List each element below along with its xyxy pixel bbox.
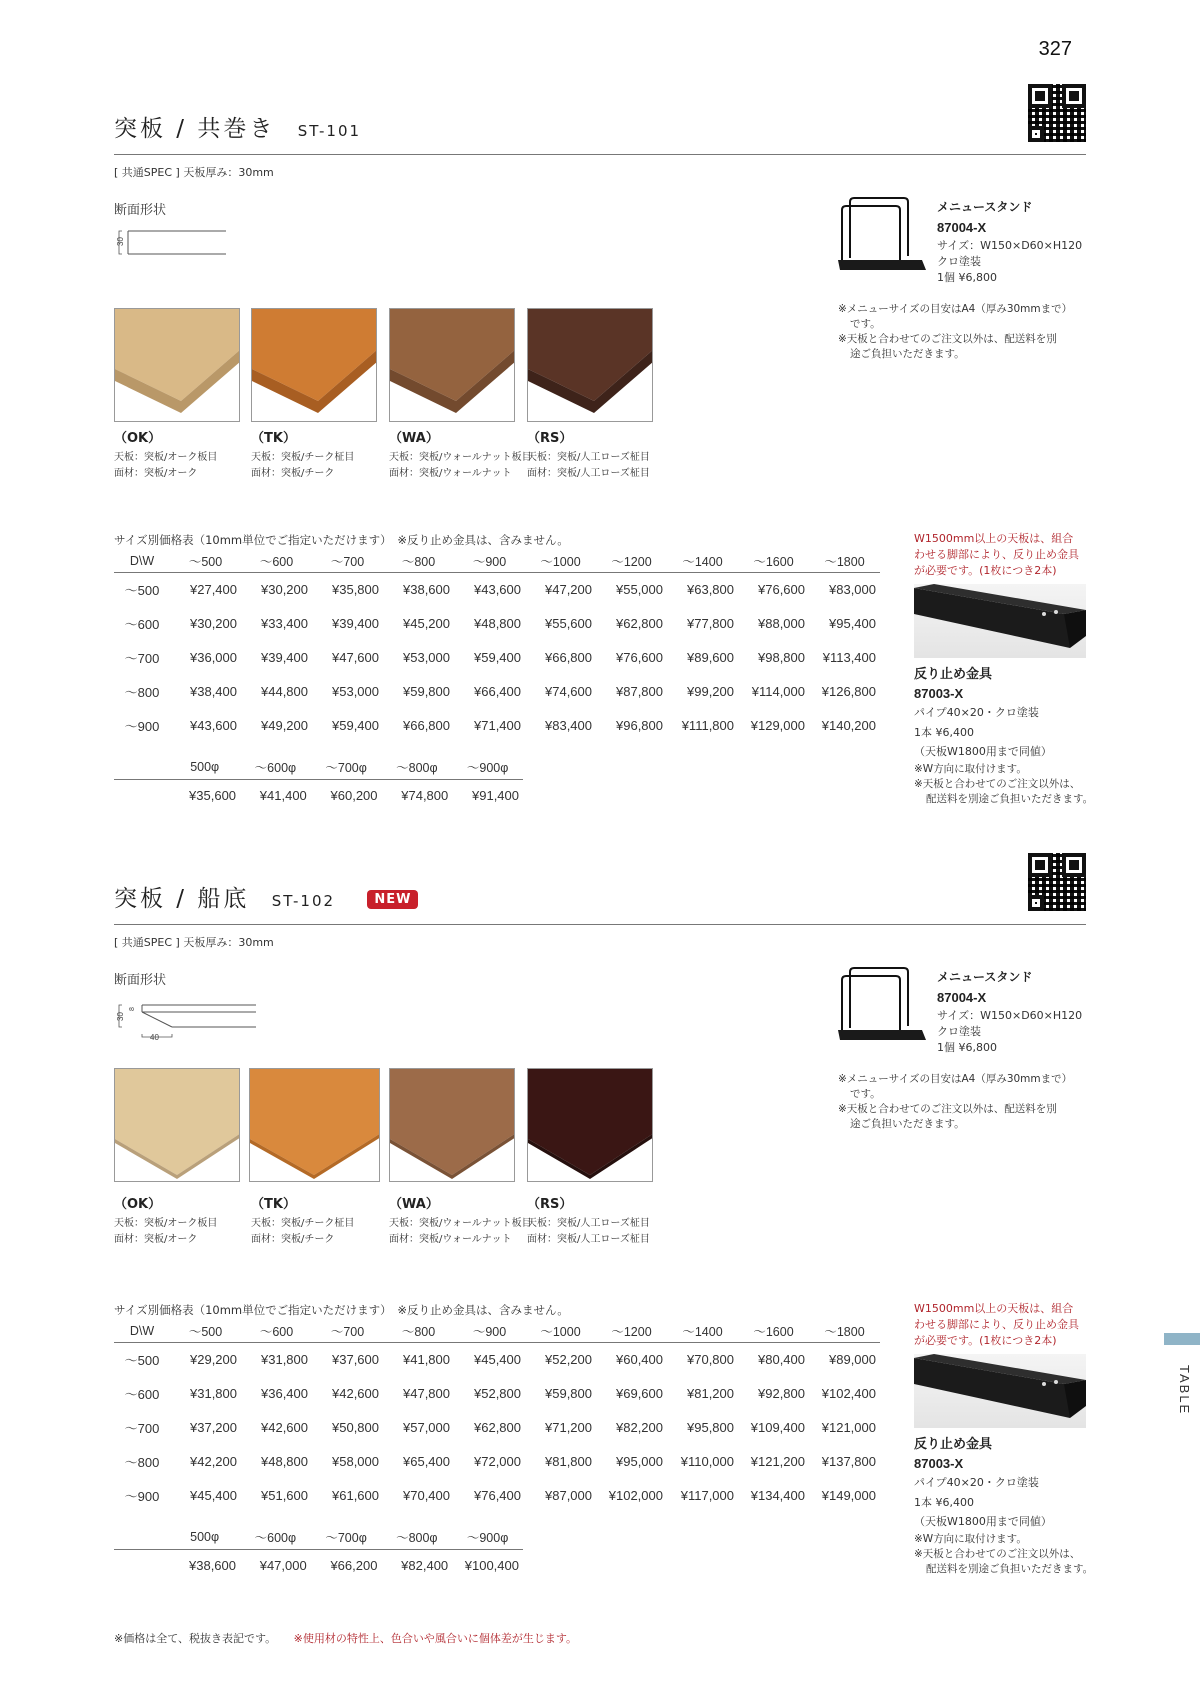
note: 配送料を別途ご負担いただきます。 xyxy=(926,793,1094,805)
price-cell: ¥77,800 xyxy=(687,615,734,631)
qr-code-icon[interactable] xyxy=(1028,84,1086,142)
swatch-caption xyxy=(389,427,532,482)
note: です。 xyxy=(850,1088,881,1100)
price-cell: ¥137,800 xyxy=(821,1453,876,1469)
bracket-price-note: （天板W1800用まで同値） xyxy=(914,745,1052,758)
price-cell: ¥81,200 xyxy=(687,1385,734,1401)
price-cell: ¥53,000 xyxy=(403,649,450,665)
price-cell: ¥55,600 xyxy=(545,615,592,631)
swatch-walnut[interactable] xyxy=(389,1068,515,1182)
price-cell: ¥48,800 xyxy=(261,1453,308,1469)
swatch-teak[interactable] xyxy=(249,1068,380,1182)
price-cell: ¥59,400 xyxy=(474,649,521,665)
swatch-face-material: 面材：突板/人工ローズ柾目 xyxy=(527,468,650,479)
price-cell: ¥95,400 xyxy=(829,615,876,631)
column-header: ～900φ xyxy=(452,755,523,779)
price-cell: ¥100,400 xyxy=(464,1557,519,1573)
column-header: ～500 xyxy=(170,550,241,572)
column-header: ～700 xyxy=(312,550,383,572)
qr-code-icon[interactable] xyxy=(1028,853,1086,911)
row-header: ～900 xyxy=(124,1488,160,1504)
svg-text:30: 30 xyxy=(116,237,125,246)
table-row xyxy=(114,1410,880,1444)
round-price-table xyxy=(114,1525,523,1581)
table-row xyxy=(114,674,880,708)
price-cell: ¥149,000 xyxy=(821,1487,876,1503)
price-cell: ¥99,200 xyxy=(687,683,734,699)
red-note-line: わせる脚部により、反り止め金具 xyxy=(914,1318,1079,1331)
price-cell: ¥102,400 xyxy=(821,1385,876,1401)
price-cell: ¥96,800 xyxy=(616,717,663,733)
row-header: ～800 xyxy=(124,1454,160,1470)
price-cell: ¥30,200 xyxy=(261,581,308,597)
menu-stand-finish: クロ塗装 xyxy=(937,1025,981,1038)
price-cell: ¥114,000 xyxy=(751,683,805,699)
price-cell: ¥52,200 xyxy=(545,1351,592,1367)
menu-stand-code: 87004-X xyxy=(937,220,987,235)
row-header: ～500 xyxy=(124,582,160,598)
product-code: ST-101 xyxy=(297,122,362,140)
price-cell: ¥126,800 xyxy=(821,683,876,699)
price-cell: ¥82,200 xyxy=(616,1419,663,1435)
price-cell: ¥70,400 xyxy=(403,1487,450,1503)
price-cell: ¥37,600 xyxy=(332,1351,379,1367)
column-header: ～1800 xyxy=(809,1320,880,1342)
price-cell: ¥62,800 xyxy=(474,1419,521,1435)
swatch-walnut[interactable] xyxy=(389,308,515,422)
cross-section-label: 断面形状 xyxy=(114,973,167,988)
price-table xyxy=(114,550,880,742)
price-cell: ¥42,600 xyxy=(332,1385,379,1401)
price-cell: ¥37,200 xyxy=(190,1419,237,1435)
price-cell: ¥41,800 xyxy=(403,1351,450,1367)
row-header: ～700 xyxy=(124,650,160,666)
product-code: ST-102 xyxy=(271,892,336,910)
price-cell: ¥49,200 xyxy=(261,717,308,733)
price-cell: ¥87,000 xyxy=(545,1487,592,1503)
swatch-rosewood[interactable] xyxy=(527,308,653,422)
price-cell: ¥66,800 xyxy=(403,717,450,733)
menu-stand-image xyxy=(836,196,928,276)
divider xyxy=(114,924,1086,925)
note: ※メニューサイズの目安はA4（厚み30mmまで） xyxy=(838,303,1073,315)
footer-notes xyxy=(114,1630,577,1646)
section-1-title-row xyxy=(114,110,361,143)
note: 配送料を別途ご負担いただきます。 xyxy=(926,1563,1094,1575)
divider xyxy=(114,154,1086,155)
swatch-rosewood[interactable] xyxy=(527,1068,653,1182)
bracket-requirement-note xyxy=(914,531,1079,579)
swatch-top-material: 天板：突板/オーク板目 xyxy=(114,1218,218,1229)
swatch-top-material: 天板：突板/人工ローズ柾目 xyxy=(527,452,650,463)
empty-cell xyxy=(114,1549,169,1581)
swatch-face-material: 面材：突板/人工ローズ柾目 xyxy=(527,1234,650,1245)
note: ※天板と合わせてのご注文以外は、配送料を別 xyxy=(838,333,1057,345)
menu-stand-code: 87004-X xyxy=(937,990,987,1005)
price-cell: ¥39,400 xyxy=(332,615,379,631)
price-cell: ¥41,400 xyxy=(259,787,307,803)
note: 途ご負担いただきます。 xyxy=(850,348,965,360)
bracket-info xyxy=(914,663,1093,807)
price-cell: ¥121,200 xyxy=(750,1453,805,1469)
swatch-code: （WA） xyxy=(389,431,439,446)
note: ※W方向に取付けます。 xyxy=(914,763,1027,775)
price-cell: ¥36,400 xyxy=(261,1385,308,1401)
menu-stand-price: 1個 ¥6,800 xyxy=(937,271,997,284)
price-table-caption: サイズ別価格表（10mm単位でご指定いただけます） ※反り止め金具は、含みません。 xyxy=(114,533,569,547)
price-cell: ¥72,000 xyxy=(474,1453,521,1469)
price-cell: ¥27,400 xyxy=(190,581,237,597)
bracket-code: 87003-X xyxy=(914,686,964,701)
column-header: ～1200 xyxy=(596,1320,667,1342)
price-cell: ¥51,600 xyxy=(261,1487,308,1503)
column-header: ～800φ xyxy=(382,755,453,779)
material-variance-note: ※使用材の特性上、色合いや風合いに個体差が生じます。 xyxy=(293,1632,577,1645)
price-cell: ¥30,200 xyxy=(190,615,237,631)
column-header: ～1400 xyxy=(667,1320,738,1342)
price-cell: ¥87,800 xyxy=(616,683,663,699)
price-cell: ¥98,800 xyxy=(758,649,805,665)
price-cell: ¥35,600 xyxy=(189,787,237,803)
swatch-caption xyxy=(389,1193,532,1248)
price-table xyxy=(114,1320,880,1512)
price-cell: ¥55,000 xyxy=(616,581,663,597)
section-title: 突板 / 共巻き xyxy=(114,116,276,142)
price-cell: ¥43,600 xyxy=(474,581,521,597)
corner-header: D\W xyxy=(114,1320,170,1342)
column-header: ～500 xyxy=(170,1320,241,1342)
price-cell: ¥65,400 xyxy=(403,1453,450,1469)
swatch-caption xyxy=(251,1193,354,1248)
price-cell: ¥70,800 xyxy=(687,1351,734,1367)
column-header: ～1200 xyxy=(596,550,667,572)
price-cell: ¥44,800 xyxy=(261,683,308,699)
price-cell: ¥33,400 xyxy=(261,615,308,631)
table-row xyxy=(114,1444,880,1478)
empty-header xyxy=(114,1525,169,1549)
price-cell: ¥63,800 xyxy=(687,581,734,597)
row-header: ～500 xyxy=(124,1352,160,1368)
menu-stand-notes xyxy=(838,302,1100,362)
swatch-oak[interactable] xyxy=(114,308,240,422)
price-cell: ¥83,000 xyxy=(829,581,876,597)
swatch-caption xyxy=(114,1193,217,1248)
column-header: ～600 xyxy=(241,550,312,572)
price-cell: ¥113,400 xyxy=(822,649,876,665)
red-note-line: が必要です。(1枚につき2本) xyxy=(914,1334,1057,1347)
column-header: ～700φ xyxy=(311,1525,382,1549)
price-cell: ¥76,600 xyxy=(758,581,805,597)
bracket-requirement-note xyxy=(914,1301,1079,1349)
bracket-image xyxy=(914,584,1086,658)
menu-stand-size: サイズ：W150×D60×H120 xyxy=(937,1009,1083,1022)
table-header-row xyxy=(114,755,523,779)
swatch-top-material: 天板：突板/オーク板目 xyxy=(114,452,218,463)
swatch-caption xyxy=(527,427,650,482)
price-cell: ¥121,000 xyxy=(821,1419,876,1435)
column-header: ～700φ xyxy=(311,755,382,779)
price-cell: ¥74,600 xyxy=(545,683,592,699)
menu-stand-price: 1個 ¥6,800 xyxy=(937,1041,997,1054)
price-cell: ¥76,600 xyxy=(616,649,663,665)
price-cell: ¥62,800 xyxy=(616,615,663,631)
empty-header xyxy=(114,755,169,779)
price-cell: ¥110,000 xyxy=(680,1453,734,1469)
menu-stand-info xyxy=(937,968,1082,1056)
table-header-row xyxy=(114,1525,523,1549)
section-2-title-row xyxy=(114,880,418,913)
price-cell: ¥35,800 xyxy=(332,581,379,597)
swatch-code: （OK） xyxy=(114,431,162,446)
red-note-line: が必要です。(1枚につき2本) xyxy=(914,564,1057,577)
price-cell: ¥81,800 xyxy=(545,1453,592,1469)
price-cell: ¥66,400 xyxy=(474,683,521,699)
table-row xyxy=(114,606,880,640)
price-cell: ¥31,800 xyxy=(190,1385,237,1401)
new-badge: NEW xyxy=(367,890,418,909)
menu-stand-name: メニュースタンド xyxy=(937,970,1033,984)
bracket-spec: パイプ40×20・クロ塗装 xyxy=(914,1476,1039,1489)
cross-section-diagram xyxy=(114,228,234,258)
note: ※W方向に取付けます。 xyxy=(914,1533,1027,1545)
empty-cell xyxy=(114,779,169,811)
price-cell: ¥95,000 xyxy=(616,1453,663,1469)
price-cell: ¥61,600 xyxy=(332,1487,379,1503)
table-row xyxy=(114,572,880,606)
price-cell: ¥95,800 xyxy=(687,1419,734,1435)
table-row xyxy=(114,1342,880,1376)
bracket-price: 1本 ¥6,400 xyxy=(914,726,974,739)
price-cell: ¥48,800 xyxy=(474,615,521,631)
row-header: ～600 xyxy=(124,616,160,632)
swatch-caption xyxy=(527,1193,650,1248)
price-cell: ¥59,800 xyxy=(545,1385,592,1401)
swatch-code: （RS） xyxy=(527,1197,573,1212)
price-cell: ¥31,800 xyxy=(261,1351,308,1367)
column-header: ～900 xyxy=(454,1320,525,1342)
swatch-top-material: 天板：突板/人工ローズ柾目 xyxy=(527,1218,650,1229)
swatch-face-material: 面材：突板/チーク xyxy=(251,468,335,479)
row-header: ～900 xyxy=(124,718,160,734)
price-cell: ¥38,600 xyxy=(403,581,450,597)
price-cell: ¥29,200 xyxy=(190,1351,237,1367)
price-cell: ¥59,800 xyxy=(403,683,450,699)
column-header: ～800 xyxy=(383,550,454,572)
menu-stand-notes xyxy=(838,1072,1100,1132)
column-header: ～1400 xyxy=(667,550,738,572)
note: 途ご負担いただきます。 xyxy=(850,1118,965,1130)
column-header: ～600φ xyxy=(240,755,311,779)
price-cell: ¥117,000 xyxy=(680,1487,734,1503)
price-cell: ¥88,000 xyxy=(758,615,805,631)
price-cell: ¥71,200 xyxy=(545,1419,592,1435)
swatch-code: （WA） xyxy=(389,1197,439,1212)
swatch-code: （RS） xyxy=(527,431,573,446)
column-header: ～800 xyxy=(383,1320,454,1342)
price-cell: ¥58,000 xyxy=(332,1453,379,1469)
price-cell: ¥69,600 xyxy=(616,1385,663,1401)
swatch-top-material: 天板：突板/ウォールナット板目 xyxy=(389,452,532,463)
table-row xyxy=(114,640,880,674)
price-cell: ¥66,800 xyxy=(545,649,592,665)
price-table-caption: サイズ別価格表（10mm単位でご指定いただけます） ※反り止め金具は、含みません。 xyxy=(114,1303,569,1317)
section-title: 突板 / 船底 xyxy=(114,886,250,912)
table-row xyxy=(114,1376,880,1410)
price-cell: ¥45,200 xyxy=(403,615,450,631)
swatch-code: （TK） xyxy=(251,431,296,446)
swatch-top-material: 天板：突板/チーク柾目 xyxy=(251,452,355,463)
price-cell: ¥82,400 xyxy=(401,1557,449,1573)
spec-text: [ 共通SPEC ] 天板厚み：30mm xyxy=(114,166,274,179)
price-cell: ¥129,000 xyxy=(750,717,805,733)
menu-stand-finish: クロ塗装 xyxy=(937,255,981,268)
menu-stand-info xyxy=(937,198,1082,286)
tax-note: ※価格は全て、税抜き表記です。 xyxy=(114,1632,277,1645)
price-cell: ¥57,000 xyxy=(403,1419,450,1435)
svg-text:40: 40 xyxy=(150,1033,159,1042)
bracket-price-note: （天板W1800用まで同値） xyxy=(914,1515,1052,1528)
column-header: ～600 xyxy=(241,1320,312,1342)
column-header: ～700 xyxy=(312,1320,383,1342)
menu-stand-size: サイズ：W150×D60×H120 xyxy=(937,239,1083,252)
price-cell: ¥50,800 xyxy=(332,1419,379,1435)
swatch-oak[interactable] xyxy=(114,1068,240,1182)
swatch-face-material: 面材：突板/ウォールナット xyxy=(389,468,512,479)
price-cell: ¥74,800 xyxy=(401,787,449,803)
price-cell: ¥91,400 xyxy=(472,787,519,803)
red-note-line: W1500mm以上の天板は、組合 xyxy=(914,532,1074,545)
bracket-spec: パイプ40×20・クロ塗装 xyxy=(914,706,1039,719)
bracket-image xyxy=(914,1354,1086,1428)
price-cell: ¥80,400 xyxy=(758,1351,805,1367)
corner-header: D\W xyxy=(114,550,170,572)
svg-text:30: 30 xyxy=(116,1012,125,1021)
cross-section-diagram xyxy=(114,1000,264,1044)
price-cell: ¥102,000 xyxy=(608,1487,663,1503)
side-tab-label: TABLE xyxy=(1177,1365,1192,1416)
price-cell: ¥83,400 xyxy=(545,717,592,733)
note: です。 xyxy=(850,318,881,330)
table-row xyxy=(114,1549,523,1581)
swatch-face-material: 面材：突板/オーク xyxy=(114,1234,198,1245)
red-note-line: わせる脚部により、反り止め金具 xyxy=(914,548,1079,561)
price-cell: ¥39,400 xyxy=(261,649,308,665)
swatch-teak[interactable] xyxy=(251,308,377,422)
swatch-face-material: 面材：突板/オーク xyxy=(114,468,198,479)
table-row xyxy=(114,779,523,811)
price-cell: ¥38,600 xyxy=(189,1557,236,1573)
note: ※メニューサイズの目安はA4（厚み30mmまで） xyxy=(838,1073,1073,1085)
price-cell: ¥76,400 xyxy=(474,1487,521,1503)
swatch-code: （TK） xyxy=(251,1197,296,1212)
price-cell: ¥109,400 xyxy=(750,1419,805,1435)
price-cell: ¥45,400 xyxy=(190,1487,237,1503)
price-cell: ¥71,400 xyxy=(474,717,521,733)
red-note-line: W1500mm以上の天板は、組合 xyxy=(914,1302,1074,1315)
price-cell: ¥52,800 xyxy=(474,1385,521,1401)
cross-section-label: 断面形状 xyxy=(114,203,167,218)
bracket-name: 反り止め金具 xyxy=(914,1437,993,1452)
row-header: ～600 xyxy=(124,1386,160,1402)
column-header: ～1000 xyxy=(525,550,596,572)
table-header-row xyxy=(114,1320,880,1342)
price-cell: ¥38,400 xyxy=(190,683,237,699)
menu-stand-image xyxy=(836,966,928,1046)
column-header: ～1600 xyxy=(738,550,809,572)
price-cell: ¥47,000 xyxy=(259,1557,307,1573)
bracket-name: 反り止め金具 xyxy=(914,667,993,682)
price-cell: ¥43,600 xyxy=(190,717,237,733)
bracket-info xyxy=(914,1433,1093,1577)
round-price-table xyxy=(114,755,523,811)
price-cell: ¥47,600 xyxy=(332,649,379,665)
column-header: ～900 xyxy=(454,550,525,572)
price-cell: ¥89,600 xyxy=(687,649,734,665)
column-header: ～900φ xyxy=(452,1525,523,1549)
table-row xyxy=(114,708,880,742)
price-cell: ¥42,200 xyxy=(190,1453,237,1469)
table-header-row xyxy=(114,550,880,572)
note: ※天板と合わせてのご注文以外は、 xyxy=(914,1548,1081,1560)
swatch-caption xyxy=(251,427,354,482)
bracket-price: 1本 ¥6,400 xyxy=(914,1496,974,1509)
note: ※天板と合わせてのご注文以外は、配送料を別 xyxy=(838,1103,1057,1115)
swatch-face-material: 面材：突板/ウォールナット xyxy=(389,1234,512,1245)
column-header: ～1000 xyxy=(525,1320,596,1342)
column-header: ～600φ xyxy=(240,1525,311,1549)
note: ※天板と合わせてのご注文以外は、 xyxy=(914,778,1081,790)
menu-stand-name: メニュースタンド xyxy=(937,200,1033,214)
column-header: ～800φ xyxy=(381,1525,452,1549)
price-cell: ¥140,200 xyxy=(821,717,876,733)
swatch-top-material: 天板：突板/チーク柾目 xyxy=(251,1218,355,1229)
swatch-top-material: 天板：突板/ウォールナット板目 xyxy=(389,1218,532,1229)
price-cell: ¥36,000 xyxy=(190,649,237,665)
price-cell: ¥42,600 xyxy=(261,1419,308,1435)
page-number: 327 xyxy=(1038,38,1072,60)
swatch-face-material: 面材：突板/チーク xyxy=(251,1234,335,1245)
price-cell: ¥47,200 xyxy=(545,581,592,597)
price-cell: ¥89,000 xyxy=(829,1351,876,1367)
price-cell: ¥59,400 xyxy=(332,717,379,733)
column-header: ～1600 xyxy=(738,1320,809,1342)
price-cell: ¥111,800 xyxy=(681,717,734,733)
price-cell: ¥92,800 xyxy=(758,1385,805,1401)
row-header: ～700 xyxy=(124,1420,160,1436)
swatch-caption xyxy=(114,427,217,482)
price-cell: ¥53,000 xyxy=(332,683,379,699)
column-header: ～1800 xyxy=(809,550,880,572)
price-cell: ¥47,800 xyxy=(403,1385,450,1401)
swatch-code: （OK） xyxy=(114,1197,162,1212)
column-header: 500φ xyxy=(169,755,240,779)
spec-text: [ 共通SPEC ] 天板厚み：30mm xyxy=(114,936,274,949)
side-tab-marker xyxy=(1164,1333,1200,1345)
svg-text:8: 8 xyxy=(129,1007,136,1011)
price-cell: ¥60,400 xyxy=(616,1351,663,1367)
row-header: ～800 xyxy=(124,684,160,700)
price-cell: ¥60,200 xyxy=(330,787,378,803)
price-cell: ¥45,400 xyxy=(474,1351,521,1367)
column-header: 500φ xyxy=(169,1525,240,1549)
price-cell: ¥134,400 xyxy=(750,1487,805,1503)
table-row xyxy=(114,1478,880,1512)
bracket-code: 87003-X xyxy=(914,1456,964,1471)
price-cell: ¥66,200 xyxy=(330,1557,378,1573)
